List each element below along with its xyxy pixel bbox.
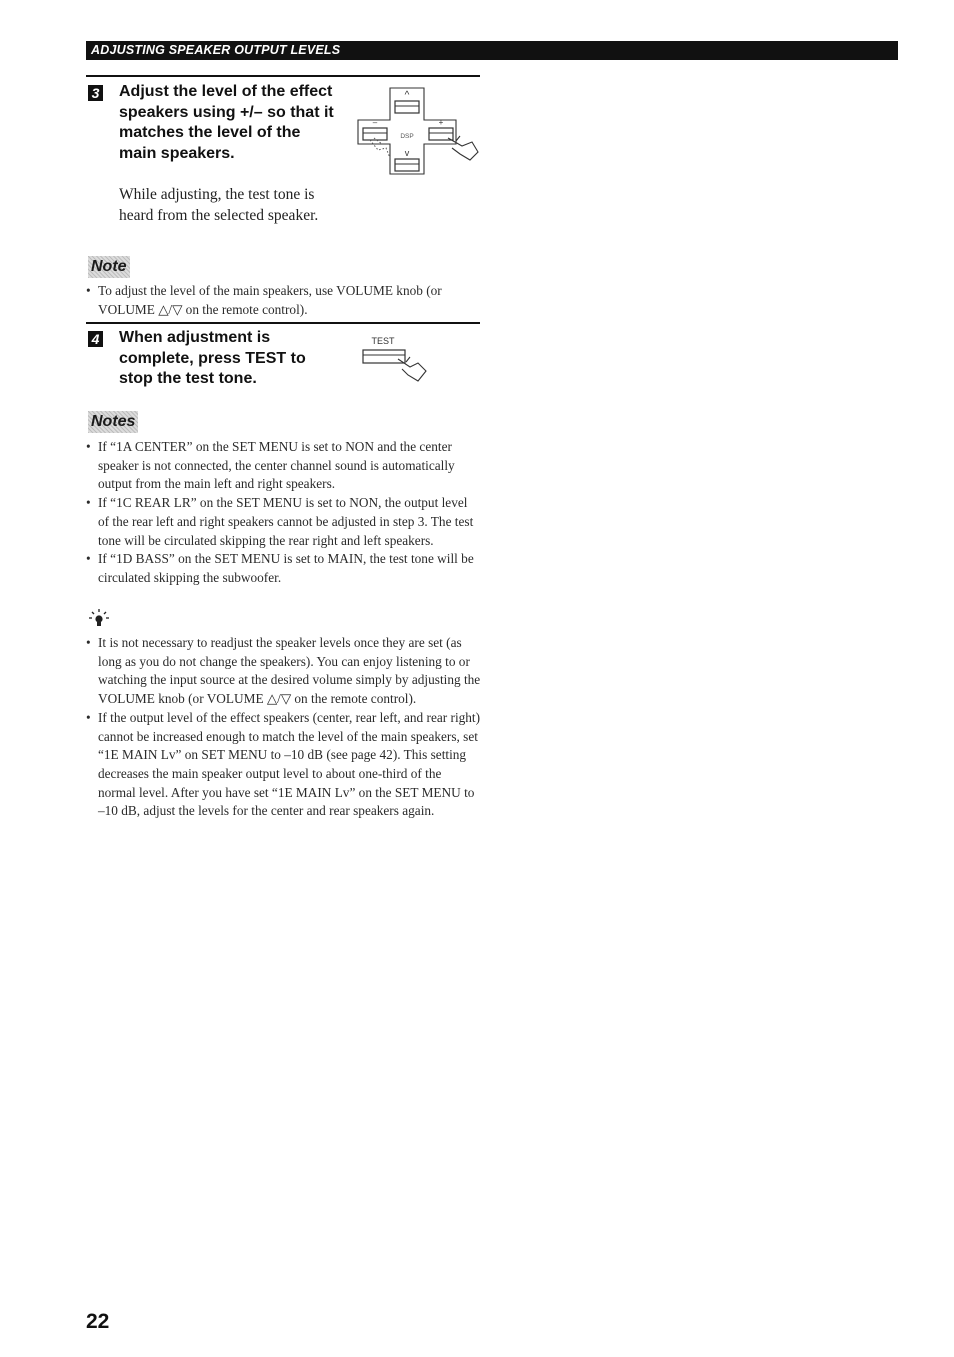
- up-button-icon: [395, 101, 419, 113]
- section-header: [86, 41, 898, 60]
- dsp-label: DSP: [400, 133, 414, 140]
- plus-label: +: [438, 118, 444, 127]
- page-number: 22: [86, 1310, 110, 1333]
- step4-number: 4: [88, 331, 103, 347]
- dotted-hand-icon: [370, 138, 390, 158]
- list-item: • It is not necessary to readjust the speaker levels once they are set (as long as you do not change the speakers). You can enjoy listening to or watching the input source at the desired volume simply by adjusting the VOLUME knob (or VOLUME △/▽ on the remote control).: [86, 634, 481, 709]
- notes-badge: Notes: [88, 411, 138, 433]
- down-button-icon: [395, 159, 419, 171]
- step3-title: Adjust the level of the effect speakers using +/– so that it matches the level of the main speakers.: [119, 83, 334, 163]
- note-badge: Note: [88, 256, 130, 278]
- step3-rule: [86, 75, 480, 77]
- list-item: • To adjust the level of the main speakers, use VOLUME knob (or VOLUME △/▽ on the remote control).: [86, 282, 468, 319]
- note-list: [86, 282, 468, 319]
- pointing-hand-icon: [398, 357, 426, 381]
- up-label: ^: [404, 90, 410, 101]
- minus-label: –: [372, 118, 378, 127]
- lightbulb-icon: [88, 608, 110, 628]
- step4-rule: [86, 322, 480, 324]
- tips-list: [86, 634, 481, 821]
- list-item: • If the output level of the effect speakers (center, rear left, and rear right) cannot be increased enough to match the level of the main speakers, set “1E MAIN Lv” on SET MENU to –10 dB (see page 42). This setting decreases the main speaker output level to about one-third of the normal level. After you have set “1E MAIN Lv” on the SET MENU to –10 dB, adjust the levels for the center and rear speakers again.: [86, 709, 481, 821]
- step3-number: 3: [88, 85, 103, 101]
- step4-title: When adjustment is complete, press TEST to stop the test tone.: [119, 329, 306, 388]
- list-item: • If “1D BASS” on the SET MENU is set to MAIN, the test tone will be circulated skipping the subwoofer.: [86, 550, 481, 587]
- test-label: TEST: [371, 336, 395, 346]
- list-item: • If “1A CENTER” on the SET MENU is set to NON and the center speaker is not connected, the center channel sound is automatically output from the main left and right speakers.: [86, 438, 481, 494]
- down-label: v: [404, 148, 410, 158]
- test-button-diagram: [360, 333, 432, 385]
- dsp-cross-pad-diagram: [352, 86, 482, 176]
- notes-list: [86, 438, 481, 588]
- list-item: • If “1C REAR LR” on the SET MENU is set to NON, the output level of the rear left and right speakers cannot be adjusted in step 3. The test tone will be circulated skipping the rear right and left speakers.: [86, 494, 481, 550]
- step3-body: While adjusting, the test tone is heard from the selected speaker.: [119, 186, 319, 224]
- test-button-icon: [363, 350, 405, 363]
- section-header-title: ADJUSTING SPEAKER OUTPUT LEVELS: [91, 43, 341, 57]
